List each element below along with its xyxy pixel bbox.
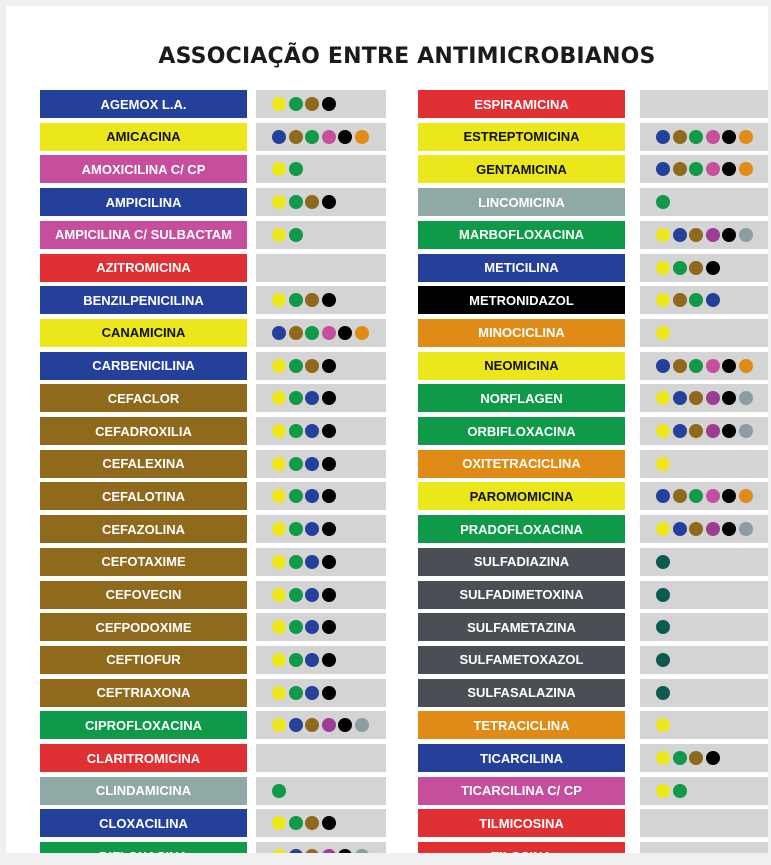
association-dots — [256, 123, 386, 151]
association-dot — [305, 620, 319, 634]
association-dot — [289, 816, 303, 830]
drug-name-label: SULFASALAZINA — [418, 679, 625, 707]
association-dot — [689, 489, 703, 503]
association-dot — [656, 489, 670, 503]
association-dot — [322, 522, 336, 536]
drug-name-label: CEFADROXILIA — [40, 417, 247, 445]
association-dot — [673, 130, 687, 144]
association-dot — [289, 718, 303, 732]
drug-name-label: CEFACLOR — [40, 384, 247, 412]
drug-name-label: METRONIDAZOL — [418, 286, 625, 314]
association-dot — [722, 424, 736, 438]
association-dot — [673, 359, 687, 373]
association-dots — [640, 515, 768, 543]
drug-name-label: CEFOVECIN — [40, 581, 247, 609]
drug-name-label: CEFPODOXIME — [40, 613, 247, 641]
drug-name-label: PRADOFLOXACINA — [418, 515, 625, 543]
association-dot — [656, 228, 670, 242]
drug-name-label: CEFTRIAXONA — [40, 679, 247, 707]
association-dot — [289, 359, 303, 373]
association-dot — [272, 522, 286, 536]
association-dot — [289, 653, 303, 667]
association-dot — [689, 261, 703, 275]
association-dots — [640, 123, 768, 151]
association-dot — [322, 588, 336, 602]
association-dots — [640, 352, 768, 380]
drug-name-label: AMPICILINA — [40, 188, 247, 216]
association-dot — [289, 424, 303, 438]
association-dot — [338, 130, 352, 144]
drug-name-label: SULFADIAZINA — [418, 548, 625, 576]
association-dots — [640, 188, 768, 216]
association-dot — [656, 751, 670, 765]
association-dot — [656, 555, 670, 569]
association-dots — [256, 711, 386, 739]
association-dots — [640, 777, 768, 805]
association-dot — [289, 457, 303, 471]
association-dot — [272, 359, 286, 373]
association-dot — [689, 293, 703, 307]
drug-name-label: TETRACICLINA — [418, 711, 625, 739]
drug-name-label: METICILINA — [418, 254, 625, 282]
association-dots — [256, 581, 386, 609]
association-dot — [689, 162, 703, 176]
association-dots — [256, 188, 386, 216]
association-dot — [355, 130, 369, 144]
association-dot — [722, 130, 736, 144]
association-dot — [305, 424, 319, 438]
association-dot — [722, 522, 736, 536]
association-dot — [305, 130, 319, 144]
association-dot — [656, 686, 670, 700]
association-dot — [656, 424, 670, 438]
association-dots — [256, 482, 386, 510]
association-dot — [272, 162, 286, 176]
association-dot — [305, 326, 319, 340]
association-dot — [289, 522, 303, 536]
association-dot — [289, 228, 303, 242]
association-dots — [256, 155, 386, 183]
association-dots — [256, 646, 386, 674]
association-dots — [256, 548, 386, 576]
drug-name-label: CARBENICILINA — [40, 352, 247, 380]
drug-name-label: CLINDAMICINA — [40, 777, 247, 805]
association-dot — [689, 522, 703, 536]
association-dot — [656, 457, 670, 471]
drug-name-label: PAROMOMICINA — [418, 482, 625, 510]
drug-name-label: TICARCILINA C/ CP — [418, 777, 625, 805]
association-dot — [355, 326, 369, 340]
drug-name-label: NORFLAGEN — [418, 384, 625, 412]
association-dot — [305, 686, 319, 700]
association-dot — [673, 489, 687, 503]
association-dot — [739, 489, 753, 503]
association-dot — [673, 261, 687, 275]
association-dot — [673, 784, 687, 798]
drug-name-label: SULFAMETOXAZOL — [418, 646, 625, 674]
association-dot — [689, 359, 703, 373]
association-dot — [706, 162, 720, 176]
drug-name-label: AMICACINA — [40, 123, 247, 151]
association-dot — [305, 718, 319, 732]
drug-name-label: GENTAMICINA — [418, 155, 625, 183]
association-dot — [289, 588, 303, 602]
association-dot — [272, 555, 286, 569]
association-dots — [640, 221, 768, 249]
association-dots — [640, 744, 768, 772]
association-dot — [272, 784, 286, 798]
association-dots — [256, 90, 386, 118]
drug-name-label: AZITROMICINA — [40, 254, 247, 282]
drug-name-label: CANAMICINA — [40, 319, 247, 347]
association-dots — [256, 254, 386, 282]
association-dots — [640, 384, 768, 412]
drug-name-label: CEFALOTINA — [40, 482, 247, 510]
association-dot — [656, 195, 670, 209]
association-dot — [322, 620, 336, 634]
association-dot — [305, 489, 319, 503]
association-dot — [289, 97, 303, 111]
association-dots — [640, 155, 768, 183]
association-dots — [256, 450, 386, 478]
association-dot — [338, 718, 352, 732]
drug-name-label: CEFOTAXIME — [40, 548, 247, 576]
drug-name-label: ESPIRAMICINA — [418, 90, 625, 118]
association-dots — [640, 613, 768, 641]
association-dots — [640, 417, 768, 445]
association-dots — [640, 254, 768, 282]
association-dots — [640, 809, 768, 837]
association-dot — [289, 555, 303, 569]
association-dot — [305, 522, 319, 536]
association-dot — [656, 391, 670, 405]
association-dot — [322, 97, 336, 111]
association-dot — [706, 391, 720, 405]
association-dot — [689, 130, 703, 144]
association-dot — [322, 293, 336, 307]
drug-name-label: LINCOMICINA — [418, 188, 625, 216]
association-dot — [706, 751, 720, 765]
drug-name-label: ORBIFLOXACINA — [418, 417, 625, 445]
association-dot — [322, 718, 336, 732]
bottom-edge — [0, 853, 771, 865]
association-dot — [272, 457, 286, 471]
association-dot — [673, 424, 687, 438]
association-dot — [272, 195, 286, 209]
association-dots — [640, 482, 768, 510]
association-dot — [305, 195, 319, 209]
association-dot — [272, 326, 286, 340]
association-dots — [640, 711, 768, 739]
drug-name-label: CLOXACILINA — [40, 809, 247, 837]
association-dot — [305, 588, 319, 602]
association-dot — [739, 359, 753, 373]
drug-name-label: CLARITROMICINA — [40, 744, 247, 772]
association-dots — [640, 319, 768, 347]
drug-name-label: SULFAMETAZINA — [418, 613, 625, 641]
association-dot — [272, 489, 286, 503]
association-dot — [656, 588, 670, 602]
association-dot — [656, 162, 670, 176]
association-dot — [322, 555, 336, 569]
association-dots — [256, 777, 386, 805]
association-dot — [322, 195, 336, 209]
drug-name-label: AGEMOX L.A. — [40, 90, 247, 118]
drug-name-label: TICARCILINA — [418, 744, 625, 772]
association-dot — [289, 195, 303, 209]
association-dot — [289, 162, 303, 176]
page-title: ASSOCIAÇÃO ENTRE ANTIMICROBIANOS — [158, 44, 656, 69]
association-dot — [322, 359, 336, 373]
association-dot — [289, 620, 303, 634]
association-dot — [305, 97, 319, 111]
association-dot — [272, 588, 286, 602]
association-dots — [640, 548, 768, 576]
association-dot — [322, 816, 336, 830]
association-dot — [272, 97, 286, 111]
association-dot — [322, 457, 336, 471]
association-dot — [722, 489, 736, 503]
drug-name-label: CIPROFLOXACINA — [40, 711, 247, 739]
association-dot — [722, 228, 736, 242]
association-dot — [338, 326, 352, 340]
association-dot — [706, 261, 720, 275]
association-dot — [656, 293, 670, 307]
association-dot — [722, 359, 736, 373]
association-dots — [640, 646, 768, 674]
association-dot — [272, 816, 286, 830]
association-dot — [706, 489, 720, 503]
association-dot — [656, 784, 670, 798]
association-dot — [289, 686, 303, 700]
association-dot — [322, 391, 336, 405]
association-dot — [706, 293, 720, 307]
association-dot — [305, 293, 319, 307]
association-dots — [640, 679, 768, 707]
association-dot — [272, 391, 286, 405]
association-dots — [256, 286, 386, 314]
drug-name-label: BENZILPENICILINA — [40, 286, 247, 314]
association-dots — [640, 450, 768, 478]
association-dot — [739, 522, 753, 536]
association-dot — [656, 718, 670, 732]
association-dot — [673, 293, 687, 307]
association-dot — [322, 424, 336, 438]
association-dot — [673, 391, 687, 405]
association-dot — [305, 816, 319, 830]
drug-name-label: AMPICILINA C/ SULBACTAM — [40, 221, 247, 249]
association-dot — [305, 653, 319, 667]
association-dot — [322, 489, 336, 503]
association-dot — [722, 391, 736, 405]
association-dot — [739, 391, 753, 405]
association-dots — [256, 679, 386, 707]
drug-name-label: TILMICOSINA — [418, 809, 625, 837]
association-dot — [272, 228, 286, 242]
drug-name-label: OXITETRACICLINA — [418, 450, 625, 478]
association-dot — [673, 228, 687, 242]
association-dots — [256, 384, 386, 412]
association-dots — [256, 515, 386, 543]
association-dot — [689, 424, 703, 438]
association-dot — [739, 130, 753, 144]
drug-name-label: SULFADIMETOXINA — [418, 581, 625, 609]
association-dot — [706, 130, 720, 144]
association-dot — [739, 162, 753, 176]
association-dot — [673, 162, 687, 176]
association-dot — [706, 228, 720, 242]
association-dots — [256, 613, 386, 641]
association-dot — [289, 326, 303, 340]
association-dot — [689, 391, 703, 405]
drug-name-label: AMOXICILINA C/ CP — [40, 155, 247, 183]
association-sheet — [6, 6, 768, 859]
association-dot — [656, 359, 670, 373]
association-dot — [322, 653, 336, 667]
drug-name-label: CEFALEXINA — [40, 450, 247, 478]
association-dot — [656, 522, 670, 536]
drug-name-label: NEOMICINA — [418, 352, 625, 380]
association-dot — [706, 522, 720, 536]
association-dots — [256, 221, 386, 249]
association-dots — [256, 809, 386, 837]
drug-name-label: CEFAZOLINA — [40, 515, 247, 543]
drug-name-label: ESTREPTOMICINA — [418, 123, 625, 151]
association-dot — [322, 130, 336, 144]
association-dot — [706, 359, 720, 373]
association-dot — [355, 718, 369, 732]
association-dots — [256, 319, 386, 347]
association-dot — [322, 326, 336, 340]
association-dot — [272, 293, 286, 307]
association-dot — [305, 359, 319, 373]
association-dots — [640, 90, 768, 118]
association-dot — [673, 522, 687, 536]
association-dot — [289, 293, 303, 307]
association-dot — [673, 751, 687, 765]
association-dot — [722, 162, 736, 176]
association-dots — [640, 581, 768, 609]
association-dot — [305, 391, 319, 405]
association-dot — [272, 130, 286, 144]
association-dot — [272, 718, 286, 732]
association-dot — [656, 326, 670, 340]
association-dot — [272, 424, 286, 438]
association-dots — [256, 417, 386, 445]
association-dots — [256, 352, 386, 380]
association-dot — [305, 457, 319, 471]
association-dot — [272, 620, 286, 634]
association-dot — [689, 228, 703, 242]
association-dot — [656, 261, 670, 275]
drug-name-label: MARBOFLOXACINA — [418, 221, 625, 249]
association-dot — [706, 424, 720, 438]
association-dot — [656, 653, 670, 667]
drug-name-label: MINOCICLINA — [418, 319, 625, 347]
association-dot — [289, 130, 303, 144]
association-dot — [656, 620, 670, 634]
association-dot — [272, 686, 286, 700]
association-dot — [656, 130, 670, 144]
association-dot — [289, 391, 303, 405]
association-dot — [289, 489, 303, 503]
association-dots — [256, 744, 386, 772]
association-dot — [305, 555, 319, 569]
association-dot — [322, 686, 336, 700]
association-dot — [739, 228, 753, 242]
association-dot — [272, 653, 286, 667]
association-dot — [689, 751, 703, 765]
association-dots — [640, 286, 768, 314]
drug-name-label: CEFTIOFUR — [40, 646, 247, 674]
association-dot — [739, 424, 753, 438]
